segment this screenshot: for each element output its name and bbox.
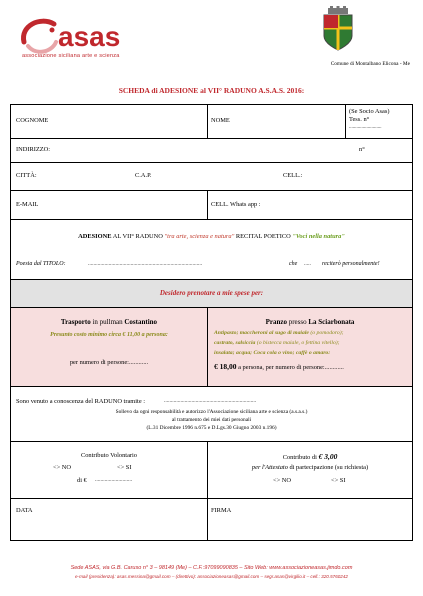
municipal-crest-icon bbox=[320, 6, 356, 52]
form-title: SCHEDA di ADESIONE al VII° RADUNO A.S.A.S. 2016: bbox=[118, 86, 305, 95]
row-conoscenza bbox=[11, 387, 412, 442]
adesione-line: ADESIONE AL VII° RADUNO "tra arte, scienza e natura" RECITAL POETICO "Voci nella natura" bbox=[78, 233, 345, 240]
contributo-volontario-si[interactable]: <> SI bbox=[117, 464, 132, 471]
privacy-line-1: Sollevo da ogni responsabilità e autorizzo l'Associazione siciliana arte e scienza (a.s.a.s.) bbox=[115, 409, 308, 415]
poesia-title-field[interactable]: ................................................................................... bbox=[88, 261, 203, 267]
pranzo-price[interactable]: € 18,00 a persona, per numero di persone:............ bbox=[214, 362, 344, 371]
contributo-attestato-desc: per l'Attestato di partecipazione (su richiesta) bbox=[251, 464, 369, 471]
row-citta bbox=[11, 163, 412, 191]
che-label: che bbox=[289, 261, 298, 267]
row-indirizzo bbox=[11, 139, 412, 163]
contributo-di-label: di € bbox=[77, 477, 87, 484]
row-servizi bbox=[11, 308, 412, 387]
pranzo-menu-3: insalata; acqua; Coca cola o vino; caffè o amaro: bbox=[214, 350, 331, 356]
indirizzo-label: INDIRIZZO: bbox=[16, 146, 51, 153]
socio-label: (Se Socio Asas) bbox=[349, 108, 390, 115]
contributo-amount-field[interactable]: ........................... bbox=[95, 477, 133, 483]
tessera-label: Tess. n° bbox=[349, 116, 370, 123]
whatsapp-label: CELL. Whats app : bbox=[211, 201, 261, 208]
trasporto-cost: Presunto costo minimo circa € 11,00 a persona: bbox=[50, 332, 168, 338]
contributo-attestato-title: Contributo di € 3,00 bbox=[282, 452, 338, 461]
row-contributi bbox=[11, 442, 412, 499]
logo-subtitle: associazione siciliana arte e scienza bbox=[22, 53, 120, 59]
citta-label: CITTÀ: bbox=[16, 172, 37, 179]
row-email bbox=[11, 191, 412, 220]
poesia-label: Poesia dal TITOLO: bbox=[16, 261, 66, 267]
row-data-firma bbox=[11, 499, 412, 540]
tessera-field[interactable]: .......................... bbox=[349, 125, 382, 130]
cap-label: C.A.P. bbox=[135, 172, 152, 179]
footer-contacts: e-mail (presidenza): asas.messina@gmail.com – (direttivo): associazioneasas@gmail.com – segr.asas@virgilio.it – cell.: 320.5760242 bbox=[75, 574, 348, 579]
cognome-label: COGNOME bbox=[16, 117, 49, 124]
contributo-volontario-no[interactable]: <> NO bbox=[53, 464, 72, 471]
conoscenza-label: Sono venuto a conoscenza del RADUNO tramite : bbox=[16, 398, 146, 405]
contributo-attestato-si[interactable]: <> SI bbox=[331, 477, 346, 484]
pranzo-menu-1: Antipasto; maccheroni al sugo di maiale (o pomodoro); bbox=[214, 330, 344, 336]
row-prenotare bbox=[11, 280, 412, 308]
row-adesione bbox=[11, 220, 412, 280]
conoscenza-field[interactable]: ................................................................... bbox=[164, 398, 257, 404]
cell-label: CELL.: bbox=[283, 172, 303, 179]
form-table bbox=[10, 104, 413, 541]
logo-text: asas bbox=[58, 21, 121, 52]
privacy-line-2: al trattamento dei miei dati personali bbox=[171, 417, 252, 423]
footer-address: Sede ASAS, via G.B. Caruso n° 3 – 98149 (Me) – C.F.:97099090835 – Sito Web: www.associazioneasas.jimdo.com bbox=[70, 565, 353, 571]
data-label: DATA bbox=[16, 507, 33, 514]
firma-label: FIRMA bbox=[211, 507, 232, 514]
trasporto-persone[interactable]: per numero di persone:............ bbox=[69, 359, 149, 366]
contributo-volontario-title: Contributo Volontario bbox=[80, 452, 138, 459]
row-name bbox=[11, 105, 412, 139]
contributo-attestato-no[interactable]: <> NO bbox=[273, 477, 292, 484]
che-field[interactable]: ..... bbox=[304, 261, 311, 267]
comune-label: Comune di Montalbano Elicona - Me bbox=[330, 61, 410, 67]
motto-text: "tra arte, scienza e natura" bbox=[164, 233, 235, 240]
numero-label: n° bbox=[359, 146, 365, 153]
email-label: E-MAIL bbox=[16, 201, 39, 208]
pranzo-title: Pranzo presso La Sciarbonata bbox=[265, 318, 355, 326]
nome-label: NOME bbox=[211, 117, 230, 124]
pranzo-menu-2: castrato, salsiccia (o bistecca maiale, o fettina vitello); bbox=[214, 340, 340, 346]
prenotare-heading: Desidero prenotare a mie spese per: bbox=[159, 289, 264, 297]
recital-title: "Voci nella natura" bbox=[292, 233, 345, 240]
recitero-label: reciterò personalmente! bbox=[322, 261, 380, 267]
trasporto-title: Trasporto in pullman Costantino bbox=[60, 318, 158, 326]
privacy-line-3: (L.31 Dicembre 1996 n.675 e D.Lgs.30 Giugno 2003 n.196) bbox=[146, 425, 277, 431]
